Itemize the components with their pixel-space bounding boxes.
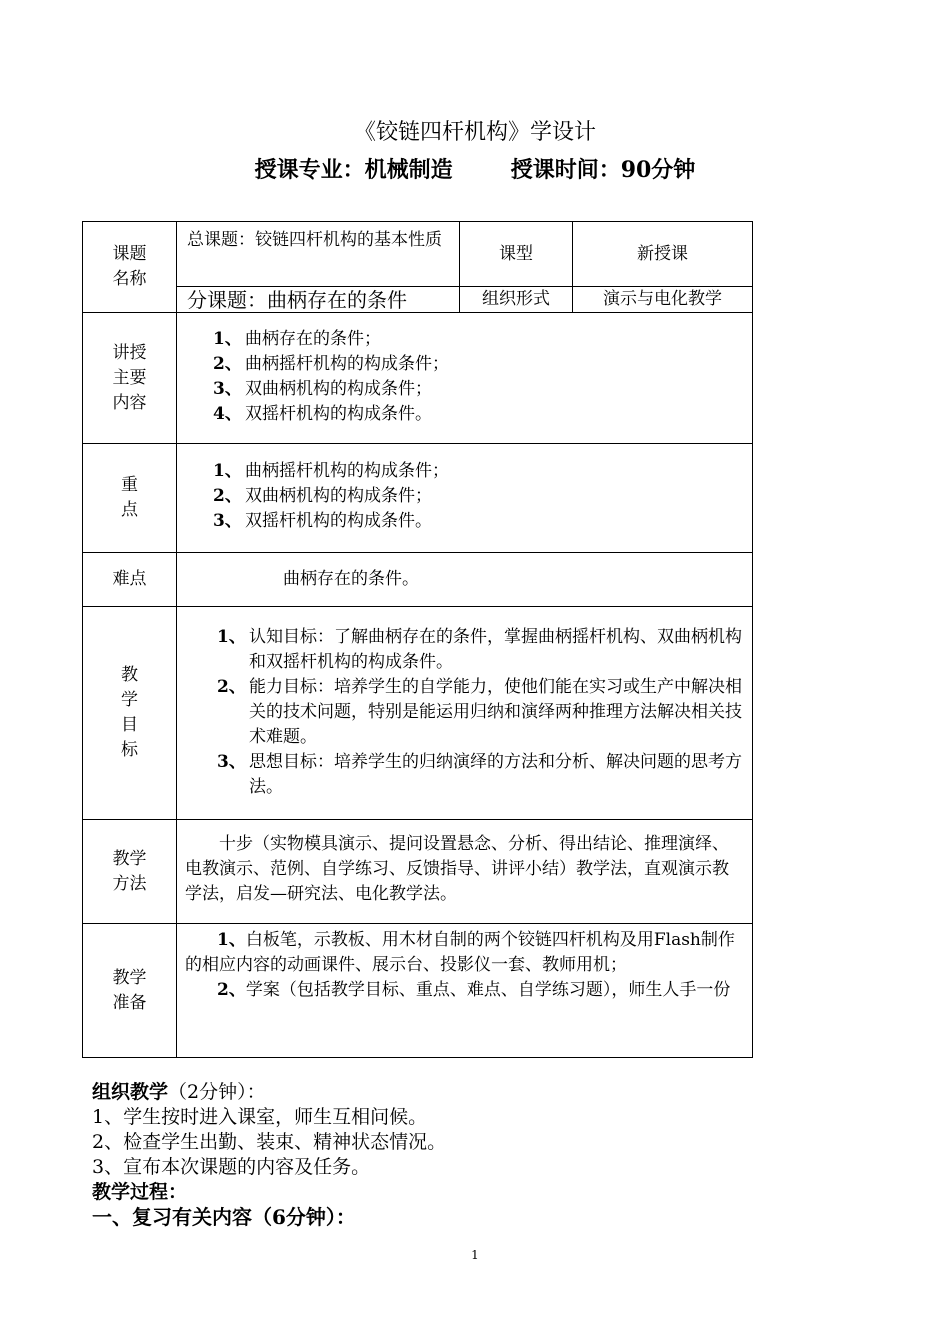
list-item-number: 2、 bbox=[213, 486, 242, 506]
key-label bbox=[83, 444, 177, 553]
prep-label bbox=[83, 924, 177, 1058]
document-title: 《铰链四杆机构》学设计 bbox=[353, 120, 596, 145]
duration-text: 授课时间：90分钟 bbox=[510, 157, 696, 183]
content-label bbox=[83, 313, 177, 444]
method-text: 十步（实物模具演示、提问设置悬念、分析、得出结论、推理演绎、电教演示、范例、自学练习、反馈指导、讲评小结）教学法，直观演示教学法，启发—研究法、电化教学法。 bbox=[185, 834, 729, 904]
list-item-text: 双曲柄机构的构成条件； bbox=[245, 486, 432, 506]
difficulty-cell bbox=[177, 553, 753, 607]
goal-list bbox=[177, 625, 744, 800]
major-text: 授课专业：机械制造 bbox=[254, 157, 453, 183]
prep-list bbox=[177, 928, 744, 1003]
topic-label-text: 课题 名称 bbox=[112, 244, 147, 289]
form-value-text: 演示与电化教学 bbox=[603, 289, 722, 309]
list-item bbox=[177, 459, 744, 484]
topic-label bbox=[83, 222, 177, 313]
list-item-text: 曲柄摇杆机构的构成条件； bbox=[245, 354, 449, 374]
list-item-number: 3、 bbox=[213, 511, 242, 531]
method-cell bbox=[177, 820, 753, 924]
list-item-text: 思想目标：培养学生的归纳演绎的方法和分析、解决问题的思考方法。 bbox=[249, 752, 742, 797]
list-item-text: 双曲柄机构的构成条件； bbox=[245, 379, 432, 399]
page-number: 1 bbox=[471, 1248, 479, 1262]
list-item bbox=[177, 509, 744, 534]
type-label-text: 课型 bbox=[499, 243, 533, 264]
main-topic-cell bbox=[177, 222, 460, 287]
key-points-list bbox=[177, 459, 744, 534]
list-item-number: 3、 bbox=[213, 379, 242, 399]
goal-label bbox=[83, 607, 177, 820]
sub-topic-text: 分课题：曲柄存在的条件 bbox=[187, 287, 407, 312]
org-line: 1、学生按时进入课室，师生互相问候。 bbox=[92, 1106, 428, 1128]
list-item bbox=[177, 978, 744, 1003]
list-item bbox=[177, 377, 744, 402]
difficulty-label-text: 难点 bbox=[112, 569, 147, 589]
list-item-number: 3、 bbox=[217, 752, 246, 772]
prep-label-text: 教学 准备 bbox=[112, 967, 147, 1013]
content-label-text: 讲授 主要 内容 bbox=[112, 342, 147, 413]
list-item-text: 白板笔，示教板、用木材自制的两个铰链四杆机构及用Flash制作的相应内容的动画课件、展示台、投影仪一套、教师用机； bbox=[185, 930, 735, 975]
form-label bbox=[460, 287, 573, 313]
content-list bbox=[177, 327, 744, 427]
list-item bbox=[177, 625, 744, 675]
type-label bbox=[460, 222, 573, 287]
list-item-text: 认知目标：了解曲柄存在的条件，掌握曲柄摇杆机构、双曲柄机构和双摇杆机构的构成条件。 bbox=[249, 627, 742, 672]
goal-cell bbox=[177, 607, 753, 820]
org-time: （2分钟）： bbox=[168, 1081, 266, 1103]
list-item-text: 学案（包括教学目标、重点、难点、自学练习题），师生人手一份 bbox=[245, 980, 731, 1000]
list-item-text: 曲柄存在的条件； bbox=[245, 329, 381, 349]
sub-topic-cell bbox=[177, 287, 460, 313]
method-label bbox=[83, 820, 177, 924]
list-item bbox=[177, 675, 744, 750]
key-cell bbox=[177, 444, 753, 553]
document-subtitle bbox=[0, 154, 950, 186]
list-item-number: 4、 bbox=[213, 404, 242, 424]
list-item-text: 能力目标：培养学生的自学能力，使他们能在实习或生产中解决相关的技术问题，特别是能运用归纳和演绎两种推理方法解决相关技术难题。 bbox=[249, 677, 742, 747]
list-item-number: 2、 bbox=[217, 677, 246, 697]
type-value-text: 新授课 bbox=[637, 243, 688, 264]
lesson-plan-table bbox=[82, 221, 753, 1058]
list-item bbox=[177, 928, 744, 978]
list-item-number: 1、 bbox=[213, 461, 242, 481]
org-line: 3、宣布本次课题的内容及任务。 bbox=[92, 1156, 371, 1178]
list-item bbox=[177, 750, 744, 800]
review-heading: 一、复习有关内容（6分钟）： bbox=[92, 1205, 356, 1229]
org-heading-line bbox=[92, 1080, 792, 1105]
list-item bbox=[177, 484, 744, 509]
list-item-number: 2、 bbox=[213, 354, 242, 374]
list-item bbox=[177, 352, 744, 377]
list-item-number: 2、 bbox=[217, 980, 246, 1000]
process-heading: 教学过程： bbox=[92, 1181, 188, 1203]
list-item-number: 1、 bbox=[213, 329, 242, 349]
org-heading: 组织教学 bbox=[92, 1081, 169, 1103]
content-cell bbox=[177, 313, 753, 444]
main-topic-text: 总课题：铰链四杆机构的基本性质 bbox=[187, 230, 442, 250]
lesson-body bbox=[92, 1080, 792, 1230]
list-item-text: 双摇杆机构的构成条件。 bbox=[245, 511, 432, 531]
list-item-number: 1、 bbox=[217, 930, 246, 950]
list-item-text: 双摇杆机构的构成条件。 bbox=[245, 404, 432, 424]
form-label-text: 组织形式 bbox=[482, 289, 550, 309]
method-label-text: 教学 方法 bbox=[112, 848, 147, 894]
list-item bbox=[177, 402, 744, 427]
prep-cell bbox=[177, 924, 753, 1058]
list-item-number: 1、 bbox=[217, 627, 246, 647]
list-item-text: 曲柄摇杆机构的构成条件； bbox=[245, 461, 449, 481]
difficulty-text: 曲柄存在的条件。 bbox=[283, 569, 419, 589]
org-line: 2、检查学生出勤、装束、精神状态情况。 bbox=[92, 1131, 447, 1153]
type-value bbox=[573, 222, 753, 287]
list-item bbox=[177, 327, 744, 352]
difficulty-label bbox=[83, 553, 177, 607]
goal-label-text: 教 学 目 标 bbox=[121, 665, 138, 760]
key-label-text: 重 点 bbox=[121, 475, 138, 520]
form-value bbox=[573, 287, 753, 313]
